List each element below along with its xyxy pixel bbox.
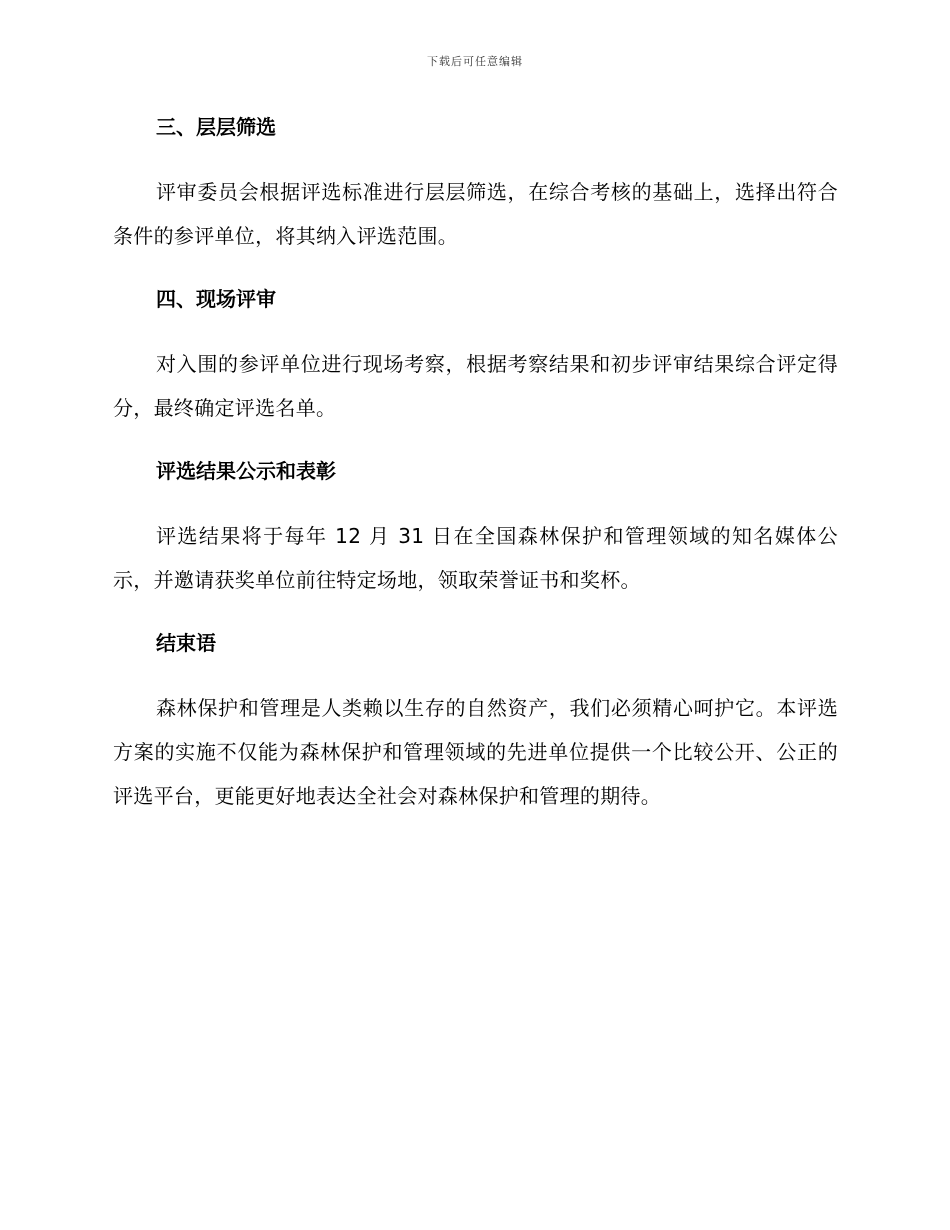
page-header: 下载后可任意编辑 bbox=[427, 55, 523, 68]
section-paragraph-screening: 评审委员会根据评选标准进行层层筛选，在综合考核的基础上，选择出符合条件的参评单位，将其纳入评选范围。 bbox=[113, 180, 838, 248]
section-heading-conclusion: 结束语 bbox=[156, 631, 216, 655]
section-heading-screening: 三、层层筛选 bbox=[156, 115, 276, 139]
section-paragraph-onsite-review: 对入围的参评单位进行现场考察，根据考察结果和初步评审结果综合评定得分，最终确定评选名单。 bbox=[113, 352, 838, 420]
document-body bbox=[113, 112, 838, 818]
section-heading-onsite-review: 四、现场评审 bbox=[156, 287, 276, 311]
section-paragraph-results-announcement: 评选结果将于每年 12 月 31 日在全国森林保护和管理领域的知名媒体公示，并邀请获奖单位前往特定场地，领取荣誉证书和奖杯。 bbox=[113, 524, 838, 592]
section-paragraph-conclusion: 森林保护和管理是人类赖以生存的自然资产，我们必须精心呵护它。本评选方案的实施不仅能为森林保护和管理领域的先进单位提供一个比较公开、公正的评选平台，更能更好地表达全社会对森林保护和管理的期待。 bbox=[113, 696, 838, 808]
section-heading-results-announcement: 评选结果公示和表彰 bbox=[156, 459, 336, 483]
